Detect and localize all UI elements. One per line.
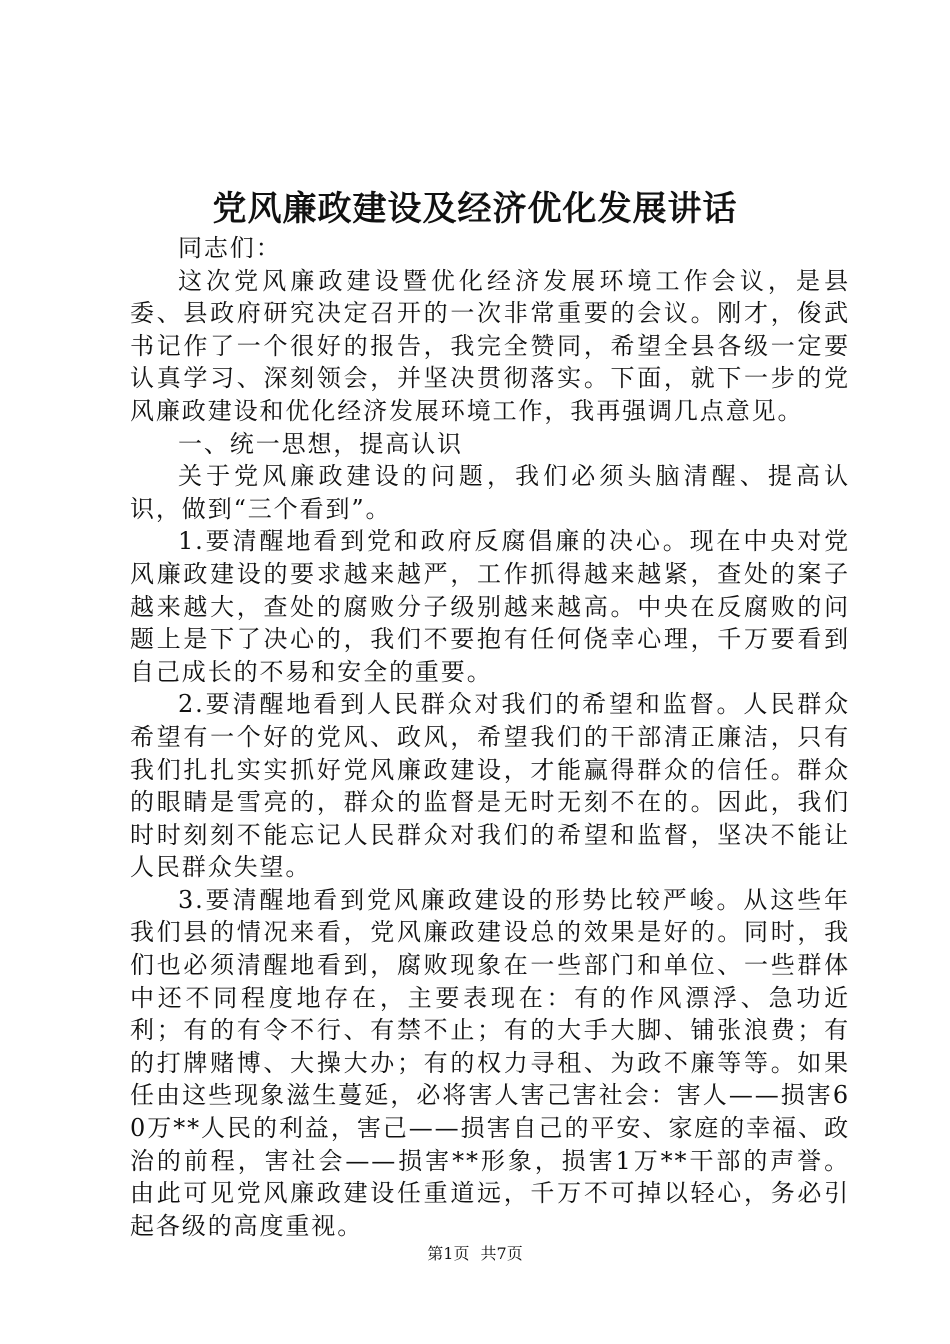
document-body [130, 232, 850, 1242]
document-title: 党风廉政建设及经济优化发展讲话 [212, 189, 738, 229]
paragraph-point-2: 2.要清醒地看到人民群众对我们的希望和监督。人民群众希望有一个好的党风、政风，希望我们的干部清正廉洁，只有我们扎扎实实抓好党风廉政建设，才能赢得群众的信任。群众的眼睛是雪亮的，群众的监督是无时无刻不在的。因此，我们时时刻刻不能忘记人民群众对我们的希望和监督，坚决不能让人民群众失望。 [130, 690, 850, 882]
paragraph-intro: 这次党风廉政建设暨优化经济发展环境工作会议，是县委、县政府研究决定召开的一次非常重要的会议。刚才，俊武书记作了一个很好的报告，我完全赞同，希望全县各级一定要认真学习、深刻领会，并坚决贯彻落实。下面，就下一步的党风廉政建设和优化经济发展环境工作，我再强调几点意见。 [130, 266, 850, 425]
paragraph-point-3: 3.要清醒地看到党风廉政建设的形势比较严峻。从这些年我们县的情况来看，党风廉政建设总的效果是好的。同时，我们也必须清醒地看到，腐败现象在一些部门和单位、一些群体中还不同程度地存在，主要表现在：有的作风漂浮、急功近利；有的有令不行、有禁不止；有的大手大脚、铺张浪费；有的打牌赌博、大操大办；有的权力寻租、为政不廉等等。如果任由这些现象滋生蔓延，必将害人害己害社会：害人——损害60万**人民的利益，害己——损害自己的平安、家庭的幸福、政治的前程，害社会——损害**形象，损害1万**干部的声誉。由此可见党风廉政建设任重道远，千万不可掉以轻心，务必引起各级的高度重视。 [130, 885, 850, 1240]
page-number: 第1页 [427, 1244, 470, 1263]
page-total: 共7页 [480, 1244, 523, 1263]
page-footer [0, 1243, 950, 1265]
paragraph-point-1: 1.要清醒地看到党和政府反腐倡廉的决心。现在中央对党风廉政建设的要求越来越严，工作抓得越来越紧，查处的案子越来越大，查处的腐败分子级别越来越高。中央在反腐败的问题上是下了决心的，我们不要抱有任何侥幸心理，千万要看到自己成长的不易和安全的重要。 [130, 527, 850, 686]
section-heading: 一、统一思想，提高认识 [178, 429, 463, 458]
paragraph-salutation: 同志们： [178, 234, 282, 262]
paragraph-three-points: 关于党风廉政建设的问题，我们必须头脑清醒、提高认识，做到“三个看到”。 [130, 462, 850, 523]
